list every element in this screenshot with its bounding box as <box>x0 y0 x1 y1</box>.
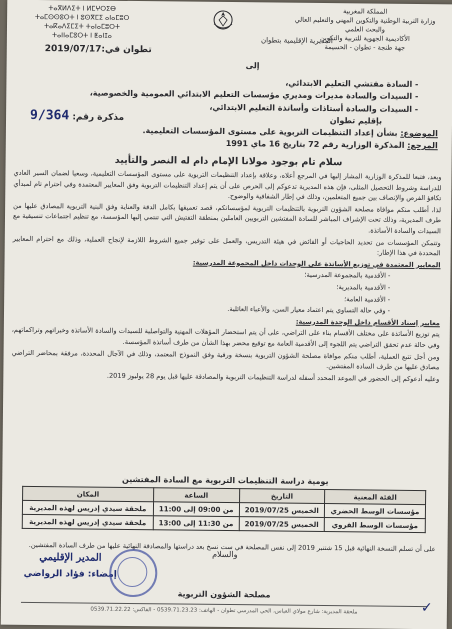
table-cell: ملحقة سيدي إدريس لهذه المديرية <box>22 500 153 515</box>
handwritten-mark-icon: ✓ <box>420 600 433 617</box>
header-tifinagh-1: ⵜⴰⴳⵍⴷⵉⵜ ⵏ ⵍⵎⵖⵔⵉⴱ <box>48 4 116 13</box>
subject-block <box>18 124 438 152</box>
schedule-header-cell: المكان <box>23 486 154 501</box>
criteria-item: - الأقدمية العامة؛ <box>344 294 391 304</box>
date-value: 2019/07/17 <box>44 44 102 55</box>
reference-label: المرجع: <box>407 140 438 151</box>
table-cell: الخميس 2019/07/25 <box>239 517 325 532</box>
letter-body <box>11 168 441 386</box>
recipient-line: - السيدات والسادة أستاذات وأساتذة التعليم الابتدائي، <box>209 102 419 114</box>
table-cell: مؤسسات الوسط القروي <box>324 518 425 533</box>
table-cell: الخميس 2019/07/25 <box>239 503 325 518</box>
schedule-table <box>22 486 426 533</box>
salutation: سلام تام بوجود مولانا الإمام دام له النصر والتأييد <box>114 154 343 169</box>
memo-number <box>30 108 124 124</box>
signature-name: إمضاء: فؤاد الرواضي <box>23 568 117 580</box>
body-paragraph: وعليه أدعوكم إلى الحضور في الموعد المحدد أسفله لدراسة التنظيمات التربوية والمصادقة عليها قبل يوم 28 يوليوز 2019. <box>106 371 440 383</box>
schedule-header-cell: الساعة <box>153 488 239 503</box>
table-cell: مؤسسات الوسط الحضري <box>324 504 425 519</box>
recipient-line: بإقليم تطوان <box>329 116 383 126</box>
body-paragraph: ومن أجل تتبع العملية، أطلب منكم موافاة مصلحة الشؤون التربوية بنسخة ورقية وفق النموذج المعتمد، وذلك في الآجال المحددة، مرفقة بمحاضر التراضي مصادق عليها من طرف السادة المفتشين. <box>11 348 440 372</box>
schedule-title: يومية دراسة التنظيمات التربوية مع السادة المفتشين <box>121 474 329 487</box>
directorate-title: المديرية الإقليمية بتطوان <box>260 36 333 46</box>
recipients-label: إلى <box>245 61 260 71</box>
header-region: جهة طنجة - تطوان - الحسيمة <box>324 43 406 52</box>
criteria-item: - وفي حالة التساوي يتم اعتماد معيار السن، والأعباء العائلية. <box>227 305 391 315</box>
table-cell: ملحقة سيدي إدريس لهذه المديرية <box>22 514 153 529</box>
footer-address: ملحقة المديرية: شارع مولاي العباس، الحي المدرسي تطوان - الهاتف: 0539.71.23.23 - الفاكس: 0539.71.22.22 <box>90 606 358 616</box>
recipient-line: - السادة مفتشي التعليم الابتدائي، <box>285 78 419 89</box>
header-tifinagh-2: ⵜⴰⵎⵙⵙⵓⵔⵜ ⵏ ⵓⵙⴳⵎⵉ ⴰⵏⴰⵎⵓⵔ <box>34 12 130 22</box>
royal-emblem-icon <box>210 6 236 32</box>
memo-number-value: 9/364 <box>29 107 70 124</box>
recipients-block <box>82 58 423 128</box>
schedule-header-cell: الفئة المعنية <box>325 490 426 505</box>
criteria-item: - الأقدمية بالمديرية؛ <box>336 283 391 292</box>
date-label: تطوان في: <box>101 44 152 56</box>
criteria2-heading: معايير إسناد الأقسام داخل الوحدة المدرسية: <box>295 317 440 327</box>
header-tifinagh-4: ⵜⴰⵏⵏⴰⵎⵓⵔⵜ ⵏ ⵟⴰⵏⵊⴰ <box>51 31 112 40</box>
closing-paragraph: على أن تسلم النسخة النهائية قبل 15 شتنبر 2019 إلى نفس المصلحة في ست نسخ بعد دراستها والمصادقة النهائية عليها من طرف السادة المفتشين. <box>28 540 436 554</box>
subject-text: بشأن إعداد التنظيمات التربوية على مستوى المؤسسات التعليمية. <box>142 126 398 138</box>
header-ministry: وزارة التربية الوطنية والتكوين المهني والتعليم العالي والبحث العلمي <box>294 15 436 34</box>
reference-text: المذكرة الوزارية رقم 72 بتاريخ 16 ماي 1991 <box>225 138 405 150</box>
header-left-block <box>17 4 147 41</box>
header-academy: الأكاديمية الجهوية للتربية والتكوين <box>319 33 410 43</box>
table-cell: من 11:30 إلى 13:00 <box>153 516 239 531</box>
criteria-item: - الأقدمية بالمجموعة المدرسية؛ <box>304 271 391 281</box>
header-right-block <box>285 7 445 54</box>
schedule-header-cell: التاريخ <box>239 489 325 504</box>
header-kingdom: المملكة المغربية <box>343 7 388 16</box>
signature-title: المدير الإقليمي <box>39 552 102 564</box>
footer-service-title: مصلحة الشؤون التربوية <box>177 589 271 600</box>
body-paragraph: وبعد، فتبعا للمذكرة الوزارية المشار إليها في المرجع أعلاه، وعلاقة بإعداد التنظيمات التربوية على مستوى المؤسسات التعليمية، وسعيا لضمان السير العادي للدراسة وشروط التحصيل المثلى، فإن هذه المديرية تدعوكم إلى الحرص على أن يتم إعداد التنظيمات التربوية وفق المعايير المعتمدة وفي احترام تام لمبدأي تكافؤ الفرص والإنصاف بين جميع المتعلمين، وذلك في إطار الشفافية والوضوح. <box>13 168 442 203</box>
subject-label: الموضوع: <box>400 128 438 139</box>
header-tifinagh-3: ⵜⴰⴽⴰⴷⵉⵎⵉⵜ ⵜⴰⵏⴰⵎⵓⵔⵜ <box>44 22 120 31</box>
table-row <box>22 514 425 532</box>
table-cell: من 09:00 إلى 11:00 <box>153 502 239 517</box>
body-paragraph: وتتمكن المؤسسات من تحديد الحاجيات أو الفائض في هيئة التدريس، والعمل على توفير جميع الشروط اللازمة لإنجاح العملية، وذلك مع احترام المعايير المحددة في هذا الإطار: <box>12 234 441 258</box>
recipient-line: - السيدات والسادة مديرات ومديري مؤسسات التعليم الابتدائي العمومية والخصوصية، <box>89 88 419 101</box>
body-paragraph: يتم توزيع الأساتذة على مختلف الأقسام بناء على التراضي، على أن يتم استحضار المؤهلات المهنية والتواصلية للسيدات والسادة الأساتذة وخبراتهم وتراكماتهم، وفي حالة عدم تحقق التراضي يتم اللجوء إلى الأقدمية العامة مع توقيع محضر بهذا الشأن من طرف أساتذة المؤسسة. <box>11 326 440 350</box>
body-paragraph: لذا، أطلب منكم موافاة مصلحة الشؤون التربوية بالتنظيمات التربوية لمؤسساتكم، قصد تعميقها بكامل الدقة والعناية وفق البنية التربوية المصادق عليها من طرف المديرية، وذلك تحت الإشراف المباشر للسادة المفتشين التربويين العاملين بمنطقة التفتيش التي تنتمي إليها المؤسسة، مع تنظيم اجتماعات تنسيقية مع السيدات والسادة الأساتذة. <box>12 201 442 236</box>
date-line <box>37 44 152 55</box>
memo-number-label: مذكرة رقم: <box>72 112 125 123</box>
criteria-heading: المعايير المعتمدة في توزيع الأساتذة على الوحدات داخل المجموعة المدرسية: <box>192 258 441 269</box>
document-page <box>1 0 452 629</box>
closing-greeting: والسلام <box>212 549 238 560</box>
